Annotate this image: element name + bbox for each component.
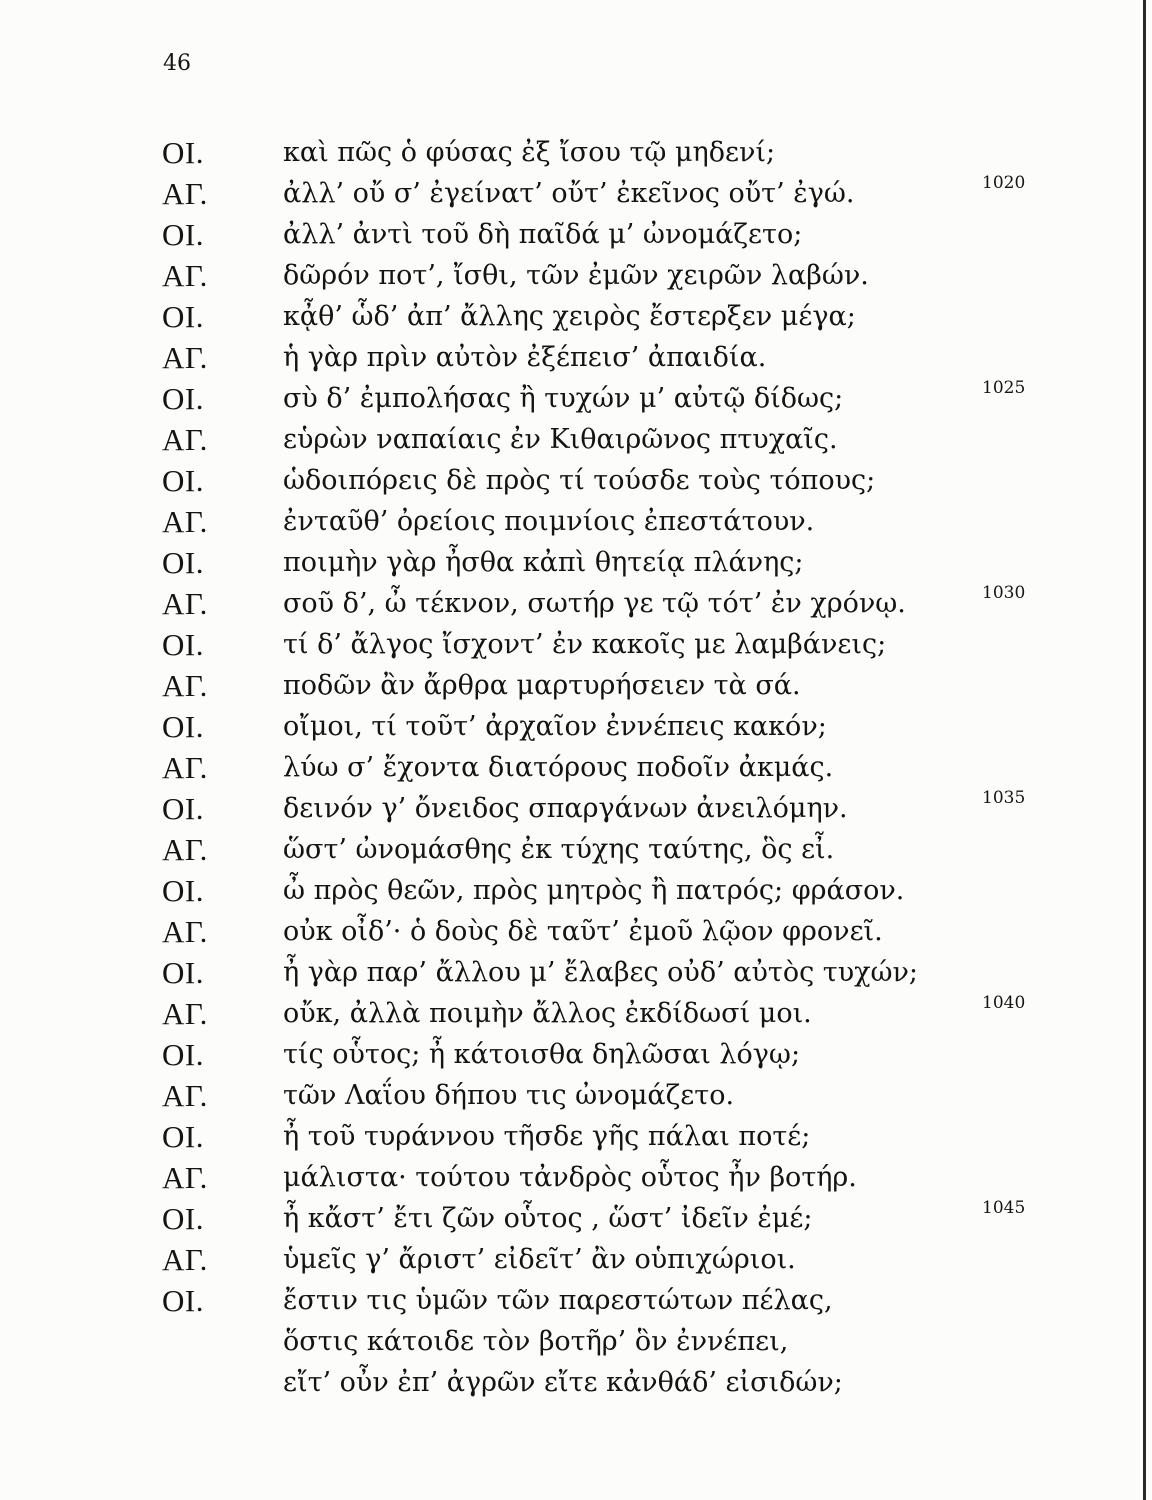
verse-line <box>0 829 1140 870</box>
verse-line <box>0 1075 1140 1116</box>
verse-line <box>0 1198 1140 1239</box>
speaker-label: ΑΓ. <box>162 340 208 375</box>
verse-text: σὺ δ’ ἐμπολήσας ἢ τυχών μ’ αὐτῷ δίδως; <box>283 383 844 414</box>
verse-text: ποδῶν ἂν ἄρθρα μαρτυρήσειεν τὰ σά. <box>283 670 801 701</box>
speaker-label: ΟΙ. <box>162 463 204 498</box>
verse-text: ἀλλ’ ἀντὶ τοῦ δὴ παῖδά μ’ ὠνομάζετο; <box>283 219 803 250</box>
speaker-label: ΟΙ. <box>162 1201 204 1236</box>
speaker-label: ΟΙ. <box>162 627 204 662</box>
verse-line <box>0 1157 1140 1198</box>
speaker-label: ΑΓ. <box>162 422 208 457</box>
speaker-label: ΑΓ. <box>162 586 208 621</box>
verse-text: οἴμοι, τί τοῦτ’ ἀρχαῖον ἐννέπεις κακόν; <box>283 711 827 742</box>
verse-text: εὑρὼν ναπαίαις ἐν Κιθαιρῶνος πτυχαῖς. <box>283 424 838 455</box>
speaker-label: ΑΓ. <box>162 996 208 1031</box>
verse-line <box>0 542 1140 583</box>
verse-text: ὅστις κάτοιδε τὸν βοτῆρ’ ὃν ἐννέπει, <box>283 1326 789 1357</box>
speaker-label: ΑΓ. <box>162 832 208 867</box>
speaker-label: ΟΙ. <box>162 791 204 826</box>
verse-text: καὶ πῶς ὁ φύσας ἐξ ἴσου τῷ μηδενί; <box>283 137 776 168</box>
speaker-label: ΑΓ. <box>162 914 208 949</box>
verse-list <box>0 132 1140 1403</box>
verse-text: ἦ γὰρ παρ’ ἄλλου μ’ ἔλαβες οὐδ’ αὐτὸς τυχών; <box>283 957 919 988</box>
speaker-label: ΑΓ. <box>162 668 208 703</box>
speaker-label: ΟΙ. <box>162 1283 204 1318</box>
verse-text: ἀλλ’ οὔ σ’ ἐγείνατ’ οὔτ’ ἐκεῖνος οὔτ’ ἐγώ. <box>283 178 855 209</box>
speaker-label: ΑΓ. <box>162 1160 208 1195</box>
verse-text: ἦ τοῦ τυράννου τῆσδε γῆς πάλαι ποτέ; <box>283 1121 811 1152</box>
speaker-label: ΟΙ. <box>162 545 204 580</box>
verse-line <box>0 173 1140 214</box>
verse-text: ἔστιν τις ὑμῶν τῶν παρεστώτων πέλας, <box>283 1285 833 1316</box>
speaker-label: ΟΙ. <box>162 135 204 170</box>
verse-text: οὐκ οἶδ’· ὁ δοὺς δὲ ταῦτ’ ἐμοῦ λῷον φρονεῖ. <box>283 916 883 947</box>
speaker-label: ΟΙ. <box>162 1119 204 1154</box>
page-edge-line <box>1143 0 1146 1500</box>
verse-line <box>0 583 1140 624</box>
speaker-label: ΑΓ. <box>162 750 208 785</box>
verse-text: κᾆθ’ ὧδ’ ἀπ’ ἄλλης χειρὸς ἔστερξεν μέγα; <box>283 301 856 332</box>
verse-text: ἡ γὰρ πρὶν αὐτὸν ἐξέπεισ’ ἀπαιδία. <box>283 342 767 373</box>
verse-line <box>0 1321 1140 1362</box>
verse-text: τῶν Λαΐου δήπου τις ὠνομάζετο. <box>283 1080 735 1111</box>
speaker-label: ΑΓ. <box>162 258 208 293</box>
verse-text: ἐνταῦθ’ ὀρείοις ποιμνίοις ἐπεστάτουν. <box>283 506 815 537</box>
verse-text: τί δ’ ἄλγος ἴσχοντ’ ἐν κακοῖς με λαμβάνεις; <box>283 629 887 660</box>
verse-text: τίς οὗτος; ἦ κάτοισθα δηλῶσαι λόγῳ; <box>283 1039 801 1070</box>
verse-line <box>0 255 1140 296</box>
verse-text: σοῦ δ’, ὦ τέκνον, σωτήρ γε τῷ τότ’ ἐν χρόνῳ. <box>283 588 906 619</box>
verse-line <box>0 993 1140 1034</box>
speaker-label: ΑΓ. <box>162 504 208 539</box>
line-number: 1020 <box>982 173 1026 193</box>
verse-line <box>0 132 1140 173</box>
verse-line <box>0 460 1140 501</box>
speaker-label: ΑΓ. <box>162 176 208 211</box>
verse-line <box>0 1239 1140 1280</box>
verse-text: δῶρόν ποτ’, ἴσθι, τῶν ἐμῶν χειρῶν λαβών. <box>283 260 869 291</box>
verse-line <box>0 1116 1140 1157</box>
verse-text: ἦ κἄστ’ ἔτι ζῶν οὗτος , ὥστ’ ἰδεῖν ἐμέ; <box>283 1203 813 1234</box>
verse-text: ὑμεῖς γ’ ἄριστ’ εἰδεῖτ’ ἂν οὑπιχώριοι. <box>283 1244 796 1275</box>
speaker-label: ΟΙ. <box>162 1037 204 1072</box>
verse-line <box>0 911 1140 952</box>
page-number: 46 <box>163 51 191 76</box>
line-number: 1045 <box>982 1198 1026 1218</box>
verse-text: ὦ πρὸς θεῶν, πρὸς μητρὸς ἢ πατρός; φράσον. <box>283 875 905 906</box>
verse-line <box>0 952 1140 993</box>
verse-text: εἴτ’ οὖν ἐπ’ ἀγρῶν εἴτε κἀνθάδ’ εἰσιδών; <box>283 1367 843 1398</box>
verse-line <box>0 624 1140 665</box>
speaker-label: ΟΙ. <box>162 217 204 252</box>
verse-text: οὔκ, ἀλλὰ ποιμὴν ἄλλος ἐκδίδωσί μοι. <box>283 998 812 1029</box>
verse-line <box>0 378 1140 419</box>
verse-line <box>0 706 1140 747</box>
speaker-label: ΟΙ. <box>162 873 204 908</box>
verse-line <box>0 1362 1140 1403</box>
verse-text: ὡδοιπόρεις δὲ πρὸς τί τούσδε τοὺς τόπους; <box>283 465 876 496</box>
speaker-label: ΟΙ. <box>162 299 204 334</box>
line-number: 1035 <box>982 788 1026 808</box>
speaker-label: ΑΓ. <box>162 1078 208 1113</box>
verse-line <box>0 296 1140 337</box>
verse-line <box>0 870 1140 911</box>
speaker-label: ΑΓ. <box>162 1242 208 1277</box>
verse-line <box>0 747 1140 788</box>
line-number: 1040 <box>982 993 1026 1013</box>
line-number: 1025 <box>982 378 1026 398</box>
verse-line <box>0 1034 1140 1075</box>
speaker-label: ΟΙ. <box>162 381 204 416</box>
verse-line <box>0 665 1140 706</box>
verse-text: δεινόν γ’ ὄνειδος σπαργάνων ἀνειλόμην. <box>283 793 848 824</box>
verse-line <box>0 419 1140 460</box>
verse-line <box>0 788 1140 829</box>
verse-line <box>0 501 1140 542</box>
verse-line <box>0 214 1140 255</box>
verse-text: λύω σ’ ἔχοντα διατόρους ποδοῖν ἀκμάς. <box>283 752 834 783</box>
speaker-label: ΟΙ. <box>162 709 204 744</box>
verse-line <box>0 337 1140 378</box>
speaker-label: ΟΙ. <box>162 955 204 990</box>
verse-text: ποιμὴν γὰρ ἦσθα κἀπὶ θητείᾳ πλάνης; <box>283 547 804 578</box>
verse-line <box>0 1280 1140 1321</box>
verse-text: μάλιστα· τούτου τἀνδρὸς οὗτος ἦν βοτήρ. <box>283 1162 857 1193</box>
line-number: 1030 <box>982 583 1026 603</box>
verse-text: ὥστ’ ὠνομάσθης ἐκ τύχης ταύτης, ὃς εἶ. <box>283 834 835 865</box>
